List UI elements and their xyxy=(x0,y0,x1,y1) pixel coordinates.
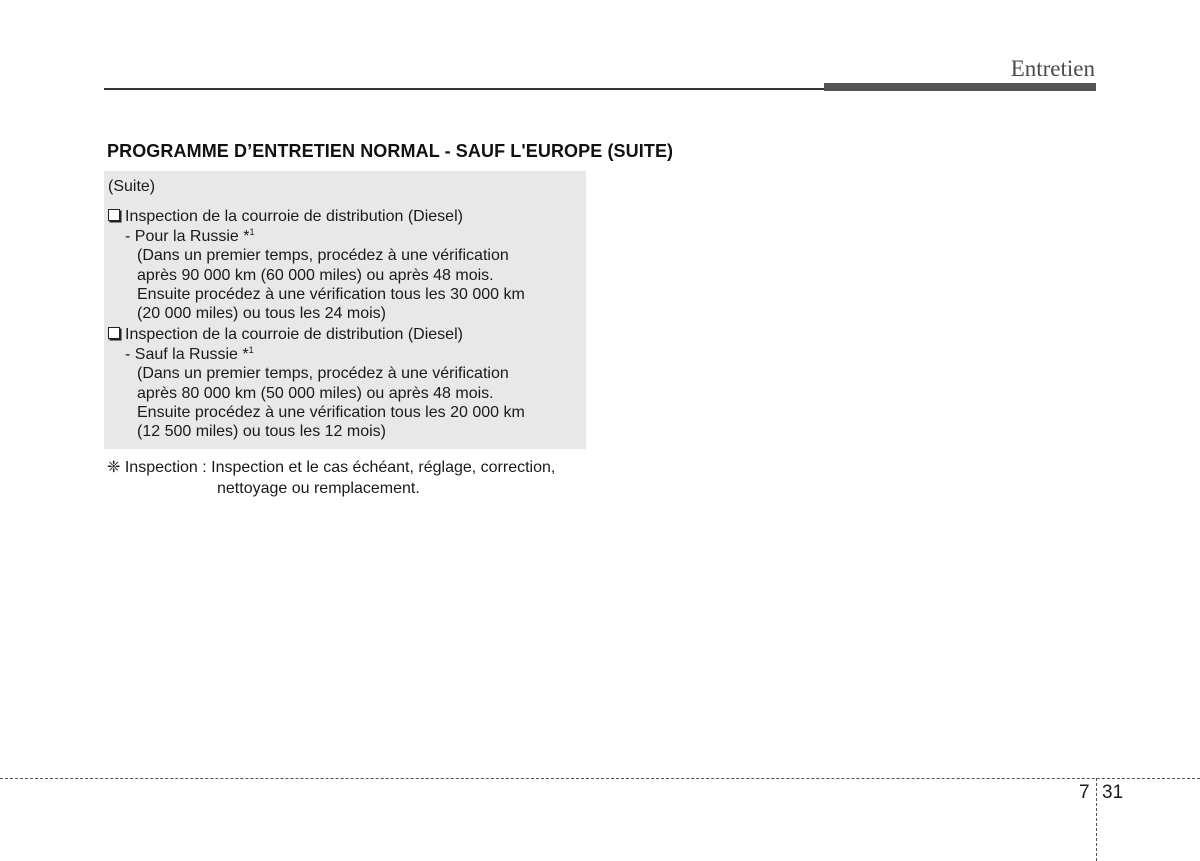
schedule-item-detail: Ensuite procédez à une vérification tous les 20 000 km xyxy=(137,404,525,421)
header-rule-accent xyxy=(824,83,1096,91)
schedule-item-title-text: Inspection de la courroie de distribution (Diesel) xyxy=(125,326,463,343)
schedule-item-title xyxy=(108,325,463,345)
footer-divider xyxy=(0,778,1200,779)
schedule-item-detail: (12 500 miles) ou tous les 12 mois) xyxy=(137,423,386,440)
note-definition: Inspection et le cas échéant, réglage, correction, xyxy=(211,459,556,476)
schedule-item-detail: (20 000 miles) ou tous les 24 mois) xyxy=(137,305,386,322)
schedule-item-detail: (Dans un premier temps, procédez à une vérification xyxy=(137,365,509,382)
schedule-item-detail: après 80 000 km (50 000 miles) ou après 48 mois. xyxy=(137,385,494,402)
chapter-number: 7 xyxy=(1079,782,1090,803)
schedule-item-region xyxy=(125,227,255,247)
footnote-ref: 1 xyxy=(249,227,255,237)
region-text: - Pour la Russie * xyxy=(125,228,250,245)
page-heading: PROGRAMME D’ENTRETIEN NORMAL - SAUF L'EUROPE (SUITE) xyxy=(107,141,674,161)
schedule-item-title-text: Inspection de la courroie de distribution (Diesel) xyxy=(125,208,463,225)
page-number: 31 xyxy=(1102,782,1124,803)
schedule-item-region xyxy=(125,345,254,365)
section-title: Entretien xyxy=(1010,56,1095,81)
checkbox-icon xyxy=(108,209,120,221)
footer-page-divider xyxy=(1096,778,1097,861)
note-symbol-icon: ❈ xyxy=(107,459,121,476)
schedule-item-detail: (Dans un premier temps, procédez à une vérification xyxy=(137,247,509,264)
continued-label: (Suite) xyxy=(108,178,156,195)
checkbox-icon xyxy=(108,327,120,339)
note-definition-continued: nettoyage ou remplacement. xyxy=(217,480,420,497)
footnote-ref: 1 xyxy=(248,345,254,355)
schedule-item-detail: Ensuite procédez à une vérification tous les 30 000 km xyxy=(137,286,525,303)
header-rule xyxy=(104,88,824,90)
inspection-note xyxy=(107,458,555,478)
region-text: - Sauf la Russie * xyxy=(125,346,249,363)
schedule-item-detail: après 90 000 km (60 000 miles) ou après 48 mois. xyxy=(137,267,494,284)
schedule-item-title xyxy=(108,207,463,227)
note-term: Inspection : xyxy=(124,459,207,476)
